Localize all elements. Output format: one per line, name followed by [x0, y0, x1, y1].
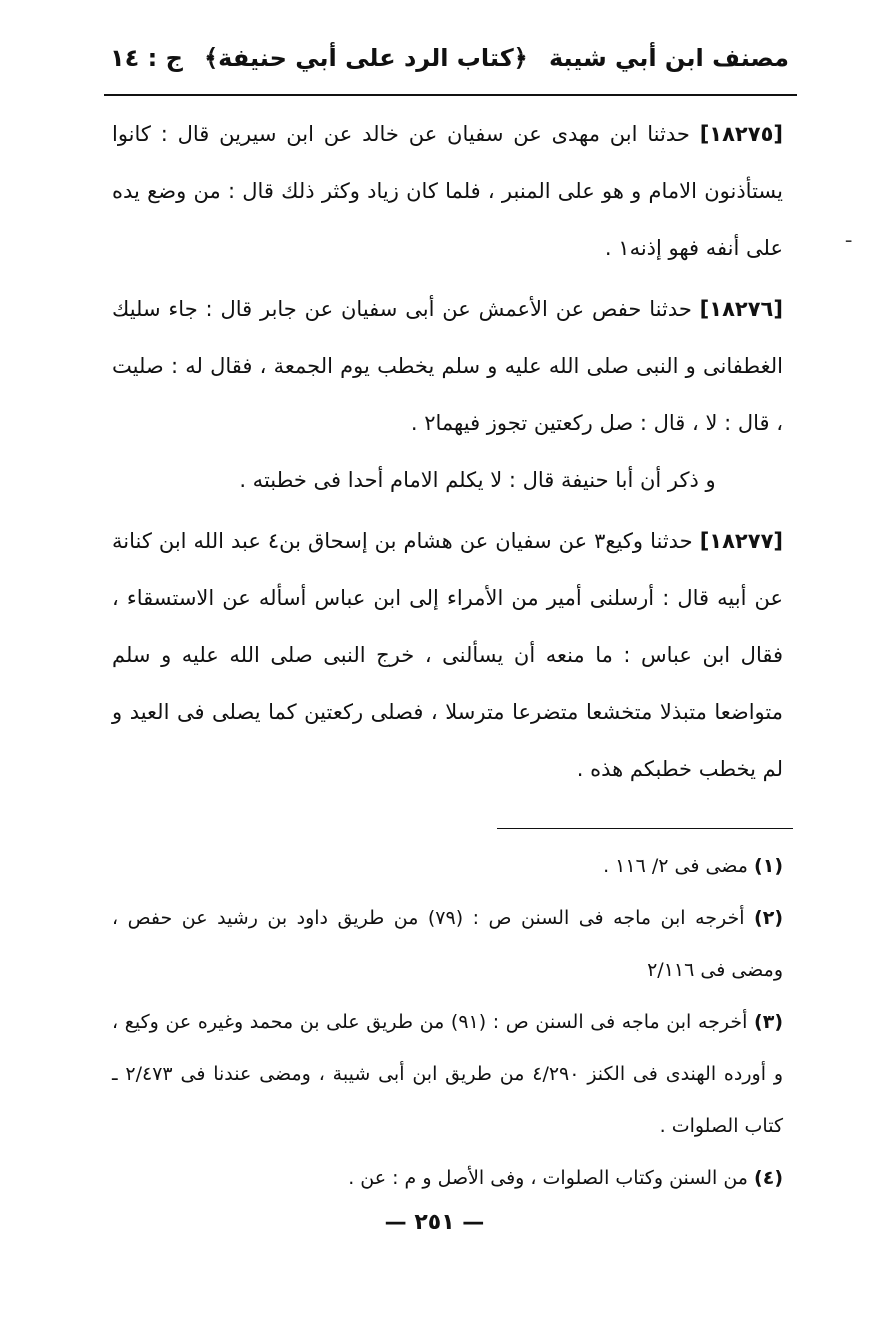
commentary-text: و ذكر أن أبا حنيفة قال : لا يكلم الامام أحدا فى خطبته . [239, 468, 716, 492]
footnote [112, 840, 783, 892]
commentary-paragraph [112, 452, 783, 509]
hadith-paragraph [112, 106, 783, 277]
footnote-number: (٢) [754, 907, 784, 929]
margin-mark: ـ [846, 226, 852, 247]
hadith-number: [١٨٢٧٦] [699, 297, 783, 321]
footnote-number: (١) [754, 855, 783, 877]
hadith-number: [١٨٢٧٧] [699, 529, 783, 553]
header-rule [104, 94, 797, 96]
hadith-paragraph [112, 513, 783, 798]
running-header [110, 30, 789, 86]
hadith-paragraph [112, 281, 783, 452]
footnote-text: أخرجه ابن ماجه فى السنن ص : (٧٩) من طريق داود بن رشيد عن حفص ، ومضى فى ٢/١١٦ [112, 907, 783, 981]
book-title: مصنف ابن أبي شيبة [548, 44, 789, 72]
footnote-text: أخرجه ابن ماجه فى السنن ص : (٩١) من طريق على بن محمد وغيره عن وكيع ، و أورده الهندى فى الكنز ٤/٢٩٠ من طريق ابن أبى شيبة ، ومضى عندنا فى ٢/٤٧٣ ـ كتاب الصلوات . [112, 1011, 783, 1137]
main-text [112, 106, 783, 798]
hadith-text: حدثنا وكيع٣ عن سفيان عن هشام بن إسحاق بن٤ عبد الله ابن كنانة عن أبيه قال : أرسلنى أمير من الأمراء إلى ابن عباس أسأله عن الاستسقاء ، فقال ابن عباس : ما منعه أن يسألنى ، خرج النبى صلى الله عليه و سلم متواضعا متبذلا متخشعا متضرعا مترسلا ، فصلى ركعتين كما يصلى فى العيد و لم يخطب خطبكم هذه . [112, 529, 783, 781]
footnote-rule [497, 828, 793, 829]
footnote [112, 1152, 783, 1204]
hadith-text: حدثنا حفص عن الأعمش عن أبى سفيان عن جابر قال : جاء سليك الغطفانى و النبى صلى الله عليه و سلم يخطب يوم الجمعة ، فقال له : صليت ، قال : لا ، قال : صل ركعتين تجوز فيهما٢ . [112, 297, 783, 435]
hadith-text: حدثنا ابن مهدى عن سفيان عن خالد عن ابن سيرين قال : كانوا يستأذنون الامام و هو على المنبر ، فلما كان زياد وكثر ذلك قال : من وضع يده على أنفه فهو إذنه١ . [112, 122, 783, 260]
footnotes [112, 840, 783, 1204]
footnote [112, 996, 783, 1152]
hadith-number: [١٨٢٧٥] [699, 122, 783, 146]
footnote [112, 892, 783, 996]
footnote-number: (٣) [754, 1011, 783, 1033]
footnote-number: (٤) [754, 1167, 783, 1189]
footnote-text: مضى فى ٢/ ١١٦ . [603, 855, 748, 877]
page-number: — ٢٥١ — [384, 1210, 485, 1235]
chapter-title: ﴿كتاب الرد على أبي حنيفة﴾ [204, 44, 528, 72]
volume-number: ج : ١٤ [110, 44, 183, 72]
footnote-text: من السنن وكتاب الصلوات ، وفى الأصل و م : عن . [348, 1167, 748, 1189]
